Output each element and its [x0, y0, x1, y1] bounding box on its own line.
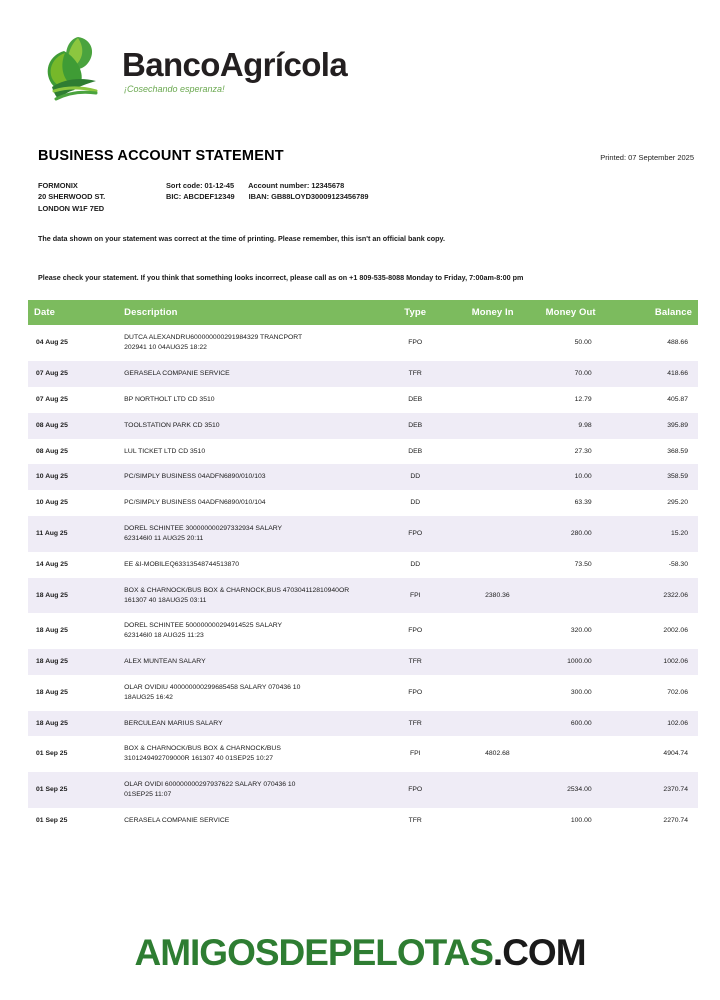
cell-money-in [444, 675, 520, 711]
cell-money-in [444, 772, 520, 808]
table-row [28, 711, 698, 737]
table-row [28, 736, 698, 772]
cell-type: FPO [408, 688, 423, 696]
account-number-label: Account number: [248, 181, 310, 190]
cell-date: 11 Aug 25 [28, 516, 118, 552]
cell-balance: 702.06 [667, 688, 688, 696]
cell-money-in [444, 552, 520, 578]
cell-type: DD [410, 560, 421, 568]
transactions-table [28, 300, 698, 833]
cell-money-in [444, 808, 520, 834]
cell-money-out: 73.50 [574, 560, 592, 568]
table-row [28, 361, 698, 387]
description-line-1: LUL TICKET LTD CD 3510 [124, 447, 206, 455]
description-line-1: BP NORTHOLT LTD CD 3510 [124, 395, 215, 403]
brand-name: BancoAgrícola [122, 45, 348, 83]
cell-type: FPO [387, 772, 444, 808]
cell-type: DD [387, 464, 444, 490]
cell-date: 07 Aug 25 [28, 361, 118, 387]
cell-date: 18 Aug 25 [28, 578, 118, 614]
cell-money-out [520, 578, 602, 614]
account-address [38, 180, 158, 214]
cell-description [118, 413, 386, 439]
cell-date: 14 Aug 25 [36, 560, 68, 568]
cell-type: FPI [387, 578, 444, 614]
cell-money-in [444, 711, 520, 737]
cell-description [118, 490, 386, 516]
account-number-value: 12345678 [311, 181, 345, 190]
cell-money-out: 63.39 [574, 499, 592, 507]
cell-date: 08 Aug 25 [36, 447, 68, 455]
cell-date: 04 Aug 25 [36, 339, 68, 347]
cell-money-out: 50.00 [574, 339, 592, 347]
cell-type: FPO [387, 516, 444, 552]
cell-date: 10 Aug 25 [28, 464, 118, 490]
table-row [28, 552, 698, 578]
cell-type: TFR [408, 816, 422, 824]
table-row [28, 613, 698, 649]
cell-balance: 2370.74 [602, 772, 698, 808]
description-line-1: BERCULEAN MARIUS SALARY [124, 719, 223, 727]
description-line-2: 18AUG25 16:42 [124, 693, 173, 701]
cell-description [118, 552, 386, 578]
description-line-1: CERASELA COMPANIE SERVICE [124, 816, 230, 824]
table-row [28, 490, 698, 516]
cell-date: 01 Sep 25 [28, 772, 118, 808]
cell-balance: 358.59 [602, 464, 698, 490]
cell-money-out: 27.30 [574, 447, 592, 455]
bic-value: ABCDEF12349 [183, 192, 235, 202]
cell-money-out: 100.00 [570, 816, 592, 824]
sort-code-value: 01-12-45 [204, 181, 235, 190]
description-line-1: BOX & CHARNOCK/BUS BOX & CHARNOCK/BUS [124, 745, 281, 753]
cell-money-out: 9.98 [520, 413, 602, 439]
table-row [28, 439, 698, 465]
description-line-1: OLAR OVIDI 600000000297937622 SALARY 070436 10 [124, 781, 296, 789]
cell-type: DD [410, 499, 421, 507]
cell-description [118, 649, 386, 675]
cell-date: 18 Aug 25 [36, 627, 68, 635]
table-head [28, 300, 698, 325]
cell-money-out: 1000.00 [520, 649, 602, 675]
cell-description [118, 516, 386, 552]
description-line-1: PC/SIMPLY BUSINESS 04ADFN6890/010/103 [124, 473, 266, 481]
cell-type: TFR [387, 711, 444, 737]
table-body [28, 325, 698, 833]
column-header-balance: Balance [602, 300, 698, 325]
iban-label: IBAN: [248, 192, 270, 202]
cell-money-out: 600.00 [520, 711, 602, 737]
cell-description [118, 361, 386, 387]
cell-balance: 295.20 [667, 499, 688, 507]
cell-balance: 4904.74 [663, 750, 688, 758]
cell-description [118, 387, 386, 413]
cell-type: FPI [409, 750, 421, 758]
address-line-1: 20 SHERWOOD ST. [38, 192, 106, 202]
cell-balance: 395.89 [602, 413, 698, 439]
cell-money-out: 10.00 [520, 464, 602, 490]
cell-money-in: 2380.36 [444, 578, 520, 614]
cell-type: TFR [387, 361, 444, 387]
cell-money-in [444, 464, 520, 490]
cell-type: DEB [408, 447, 423, 455]
cell-type: DEB [387, 413, 444, 439]
brand-tagline: ¡Cosechando esperanza! [124, 84, 225, 95]
cell-money-out: 300.00 [570, 688, 592, 696]
watermark [0, 932, 720, 974]
bic-label: BIC: [166, 192, 182, 202]
cell-money-in: 4802.68 [485, 750, 510, 758]
cell-type: FPO [408, 627, 423, 635]
cell-money-in [444, 490, 520, 516]
cell-description [118, 578, 386, 614]
cell-money-in [444, 325, 520, 361]
cell-money-in [444, 613, 520, 649]
cell-date: 18 Aug 25 [28, 649, 118, 675]
cell-balance: 1002.06 [602, 649, 698, 675]
table-row [28, 464, 698, 490]
description-line-1: ALEX MUNTEAN SALARY [124, 658, 206, 666]
sort-code-label: Sort code: [166, 181, 203, 190]
cell-balance: 2270.74 [663, 816, 688, 824]
table-row [28, 649, 698, 675]
cell-date: 10 Aug 25 [36, 499, 68, 507]
cell-date: 18 Aug 25 [28, 711, 118, 737]
cell-date: 01 Sep 25 [36, 750, 68, 758]
cell-balance: 15.20 [602, 516, 698, 552]
contact-note: Please check your statement. If you think that something looks incorrect, please call as on +1 809-535-8088 Monday to Friday, 7:00am-8:00 pm [38, 273, 524, 283]
table-row [28, 772, 698, 808]
description-line-1: DOREL SCHINTEE 300000000297332934 SALARY [124, 525, 283, 533]
bic-iban-row [166, 191, 368, 202]
cell-description [118, 439, 386, 465]
column-header-type: Type [387, 300, 444, 325]
table-row [28, 578, 698, 614]
description-line-1: PC/SIMPLY BUSINESS 04ADFN6890/010/104 [124, 499, 266, 507]
table-row [28, 516, 698, 552]
description-line-1: DUTCA ALEXANDRU600000000291984329 TRANCPORT [124, 334, 303, 342]
table-row [28, 808, 698, 834]
page-title: BUSINESS ACCOUNT STATEMENT [38, 148, 284, 164]
cell-description [118, 711, 386, 737]
cell-balance: 2322.06 [602, 578, 698, 614]
cell-description [118, 325, 386, 361]
printed-date: Printed: 07 September 2025 [600, 153, 694, 162]
cell-type: DEB [408, 395, 423, 403]
account-info [38, 180, 694, 214]
cell-description [118, 808, 386, 834]
cell-description [118, 736, 386, 772]
cell-money-out: 70.00 [520, 361, 602, 387]
statement-title-row [38, 148, 694, 164]
cell-description [118, 464, 386, 490]
description-line-1: OLAR OVIDIU 400000000299685458 SALARY 070436 10 [124, 683, 301, 691]
description-line-2: 01SEP25 11:07 [124, 790, 172, 798]
watermark-suffix: .COM [492, 932, 586, 973]
transactions-table-wrapper [28, 300, 698, 833]
description-line-1: DOREL SCHINTEE 500000000294914525 SALARY [124, 622, 283, 630]
leaf-plant-icon [34, 29, 118, 113]
column-header-money-out: Money Out [520, 300, 602, 325]
watermark-primary: AMIGOSDEPELOTAS [134, 932, 493, 973]
cell-description [118, 772, 386, 808]
description-line-2: 623146l0 18 AUG25 11:23 [124, 632, 204, 640]
account-holder: FORMONIX [38, 181, 78, 190]
cell-money-in [444, 361, 520, 387]
table-row [28, 413, 698, 439]
column-header-description: Description [118, 300, 386, 325]
cell-date: 08 Aug 25 [28, 413, 118, 439]
cell-description [118, 613, 386, 649]
cell-money-out: 320.00 [570, 627, 592, 635]
cell-money-in [444, 516, 520, 552]
description-line-2: 161307 40 18AUG25 03:11 [124, 596, 207, 604]
cell-balance: 488.66 [667, 339, 688, 347]
table-row [28, 675, 698, 711]
iban-value: GB88LOYD30009123456789 [271, 192, 369, 202]
cell-date: 01 Sep 25 [36, 816, 68, 824]
cell-type: FPO [408, 339, 423, 347]
description-line-1: BOX & CHARNOCK/BUS BOX & CHARNOCK,BUS 470304112810940OR [124, 586, 350, 594]
cell-type: TFR [387, 649, 444, 675]
sort-code-row [166, 180, 368, 191]
cell-money-in [444, 387, 520, 413]
cell-balance: 405.87 [667, 395, 688, 403]
cell-money-out: 2534.00 [520, 772, 602, 808]
cell-balance: 2002.06 [663, 627, 688, 635]
column-header-date: Date [28, 300, 118, 325]
description-line-2: 623146l0 11 AUG25 20:11 [124, 535, 204, 542]
description-line-1: EE &I-MOBILEQ63313548744513870 [124, 560, 240, 568]
cell-money-out: 280.00 [520, 516, 602, 552]
description-line-2: 3101249492709000R 161307 40 01SEP25 10:27 [124, 755, 274, 763]
column-header-money-in: Money In [444, 300, 520, 325]
cell-date: 18 Aug 25 [36, 688, 68, 696]
table-row [28, 325, 698, 361]
cell-balance: 368.59 [667, 447, 688, 455]
account-identifiers [166, 180, 368, 214]
cell-money-out: 12.79 [574, 395, 592, 403]
cell-money-in [444, 439, 520, 465]
cell-money-in [444, 413, 520, 439]
description-line-1: TOOLSTATION PARK CD 3510 [124, 421, 220, 429]
address-line-2: LONDON W1F 7ED [38, 203, 105, 213]
disclaimer-note: The data shown on your statement was correct at the time of printing. Please remember, this isn't an official bank copy. [38, 234, 445, 244]
document-header [0, 0, 720, 120]
cell-balance: 102.06 [602, 711, 698, 737]
description-line-2: 202941 10 04AUG25 18:22 [124, 344, 207, 352]
description-line-1: GERASELA COMPANIE SERVICE [124, 370, 230, 378]
cell-balance: -58.30 [668, 560, 688, 568]
cell-money-in [444, 649, 520, 675]
cell-balance: 418.66 [602, 361, 698, 387]
table-row [28, 387, 698, 413]
cell-date: 07 Aug 25 [36, 395, 68, 403]
cell-money-out [520, 736, 602, 772]
table-header-row [28, 300, 698, 325]
cell-description [118, 675, 386, 711]
